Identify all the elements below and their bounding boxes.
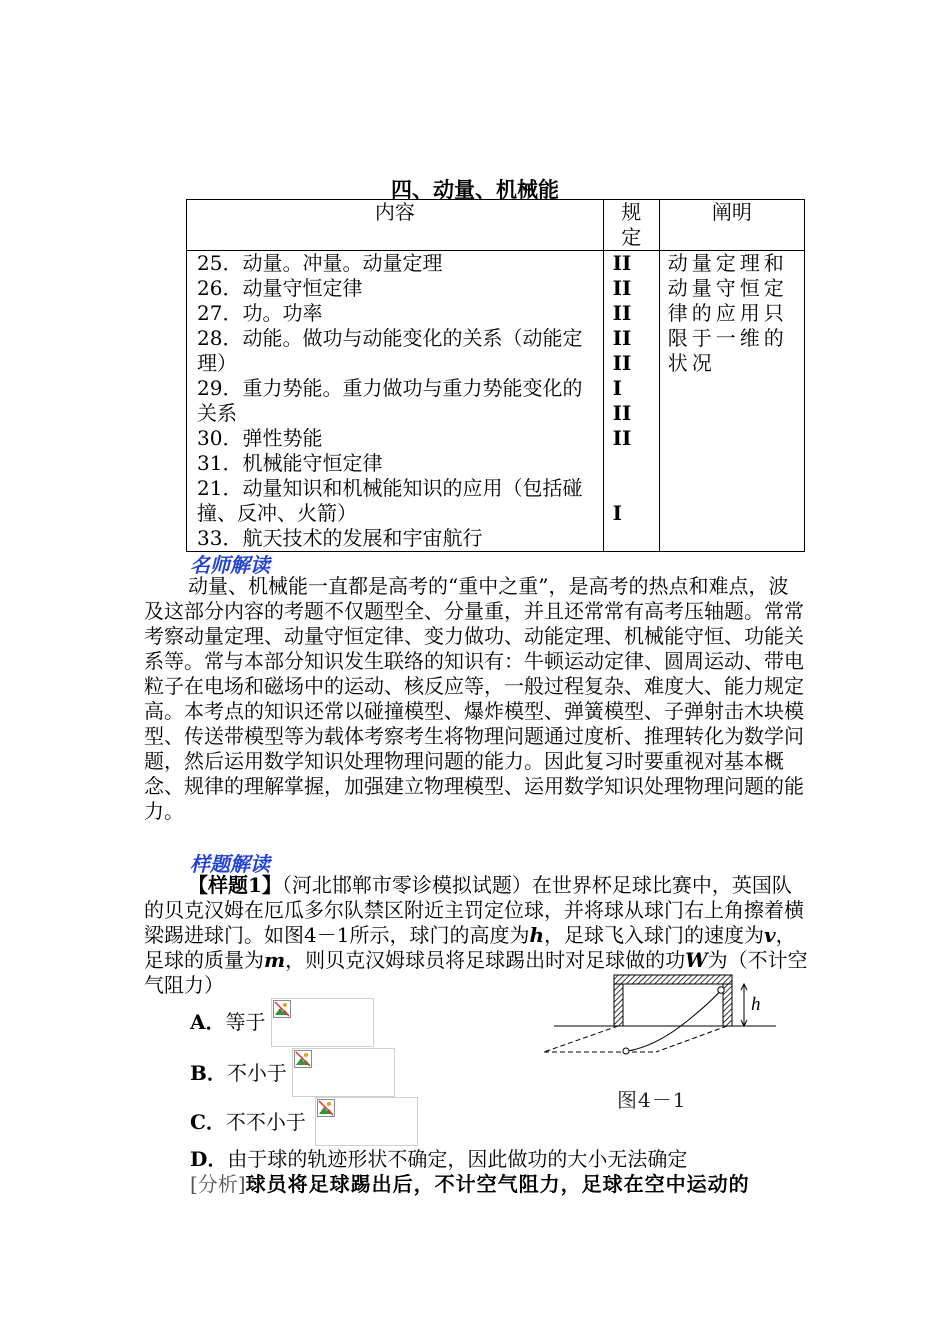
crossbar [614, 975, 732, 984]
list-item: 27．功。功率 [197, 301, 323, 325]
table-body-row [187, 251, 805, 552]
analysis-line [190, 1172, 808, 1197]
level-value [613, 451, 659, 476]
list-item: 26．动量守恒定律 [197, 276, 363, 300]
height-label: h [751, 994, 761, 1015]
level-value: II [612, 426, 632, 450]
list-item: 33．航天技术的发展和宇宙航行 [197, 526, 483, 550]
requirements-table [186, 199, 805, 552]
stem-text: ，足球飞入球门的速度为 [544, 923, 764, 947]
broken-image-icon [317, 1099, 335, 1117]
table-header-row [187, 200, 805, 251]
list-item: 25．动量。冲量。动量定理 [197, 251, 443, 275]
broken-image-icon [294, 1050, 312, 1068]
heading-expert-reading: 名师解读 [190, 553, 270, 577]
level-value: II [612, 401, 632, 425]
left-post [614, 984, 623, 1026]
ball-trajectory [628, 989, 722, 1051]
question-source: （河北邯郸市零诊模拟试题） [281, 873, 532, 897]
list-item: 31．机械能守恒定律 [197, 451, 383, 475]
expert-paragraph: 动量、机械能一直都是高考的“重中之重”，是高考的热点和难点，波及这部分内容的考题不仅题型全、分量重，并且还常常有高考压轴题。常常考察动量定理、动量守恒定律、变力做功、动能定理、机械能守恒、功能关系等。常与本部分知识发生联络的知识有：牛顿运动定律、圆周运动、带电粒子在电场和磁场中的运动、核反应等，一般过程复杂、难度大、能力规定高。本考点的知识还常以碰撞模型、爆炸模型、弹簧模型、子弹射击木块模型、传送带模型等为载体考察考生将物理问题通过度析、推理转化为数学问题，然后运用数学知识处理物理问题的能力。因此复习时要重视对基本概念、规律的理解掌握，加强建立物理模型、运用数学知识处理物理问题的能力。 [144, 574, 804, 823]
level-value: I [612, 376, 623, 400]
level-value: II [612, 251, 632, 275]
header-level: 规 定 [603, 200, 659, 251]
list-item: 30．弹性势能 [197, 426, 323, 450]
option-c [190, 1110, 306, 1135]
formula-image-c [315, 1097, 418, 1146]
stem-text: 在世界杯足球比赛中，英国队的贝克汉姆在厄瓜多尔队禁区附近主罚定位球，并将球从球门右上角擦着横梁踢进球门。如图4－1所示，球门的高度为 [144, 873, 804, 947]
option-label: C． [190, 1110, 226, 1134]
dashed-line [544, 1026, 618, 1052]
analysis-tag: [分析] [190, 1172, 246, 1196]
list-item: 21．动量知识和机械能知识的应用（包括碰撞、反冲、火箭） [197, 476, 583, 525]
option-label: A． [190, 1010, 226, 1034]
var-h: h [529, 923, 544, 947]
stem-text: ，足球的质量为 [144, 923, 796, 972]
var-v: v [764, 923, 776, 947]
option-text: 不小于 [226, 1061, 287, 1085]
level-value: II [612, 276, 632, 300]
header-content: 内容 [187, 200, 604, 251]
dashed-line [656, 1026, 727, 1052]
figure-caption: 图4－1 [617, 1088, 687, 1112]
section-title: 四、动量、机械能 [391, 177, 559, 202]
option-label: D． [190, 1147, 228, 1171]
option-text: 等于 [225, 1010, 266, 1034]
option-text: 由于球的轨迹形状不确定，因此做功的大小无法确定 [227, 1147, 688, 1171]
content-cell [187, 251, 604, 552]
heading-sample-reading: 样题解读 [190, 852, 270, 876]
option-text: 不不小于 [225, 1110, 306, 1134]
ball-end [718, 987, 724, 993]
broken-image-icon [273, 1000, 291, 1018]
analysis-text: 球员将足球踢出后，不计空气阻力，足球在空中运动的 [245, 1172, 750, 1196]
level-value: II [612, 301, 632, 325]
var-w: W [685, 948, 708, 972]
formula-image-b [292, 1048, 395, 1097]
list-item: 29．重力势能。重力做功与重力势能变化的关系 [197, 376, 583, 425]
note-cell: 动量定理和动量守恒定律的应用只限于一维的状况 [659, 251, 804, 552]
stem-text: 为（不计空气阻力） [144, 948, 808, 997]
list-item: 28．动能。做功与动能变化的关系（动能定理） [197, 326, 583, 375]
question-tag: 【样题1】 [188, 873, 282, 897]
stem-text: ，则贝克汉姆球员将足球踢出时对足球做的功 [285, 948, 686, 972]
level-value: II [612, 326, 632, 350]
goal-figure [536, 972, 786, 1062]
header-note: 阐明 [659, 200, 804, 251]
option-b [190, 1061, 287, 1086]
formula-image-a [271, 998, 374, 1047]
option-label: B． [190, 1061, 227, 1085]
var-m: m [264, 948, 286, 972]
level-value: II [612, 351, 632, 375]
level-value: I [612, 501, 623, 525]
level-value [613, 476, 659, 501]
level-cell [603, 251, 659, 552]
option-a [190, 1010, 266, 1035]
ball-start [623, 1048, 629, 1054]
option-d [190, 1147, 687, 1172]
